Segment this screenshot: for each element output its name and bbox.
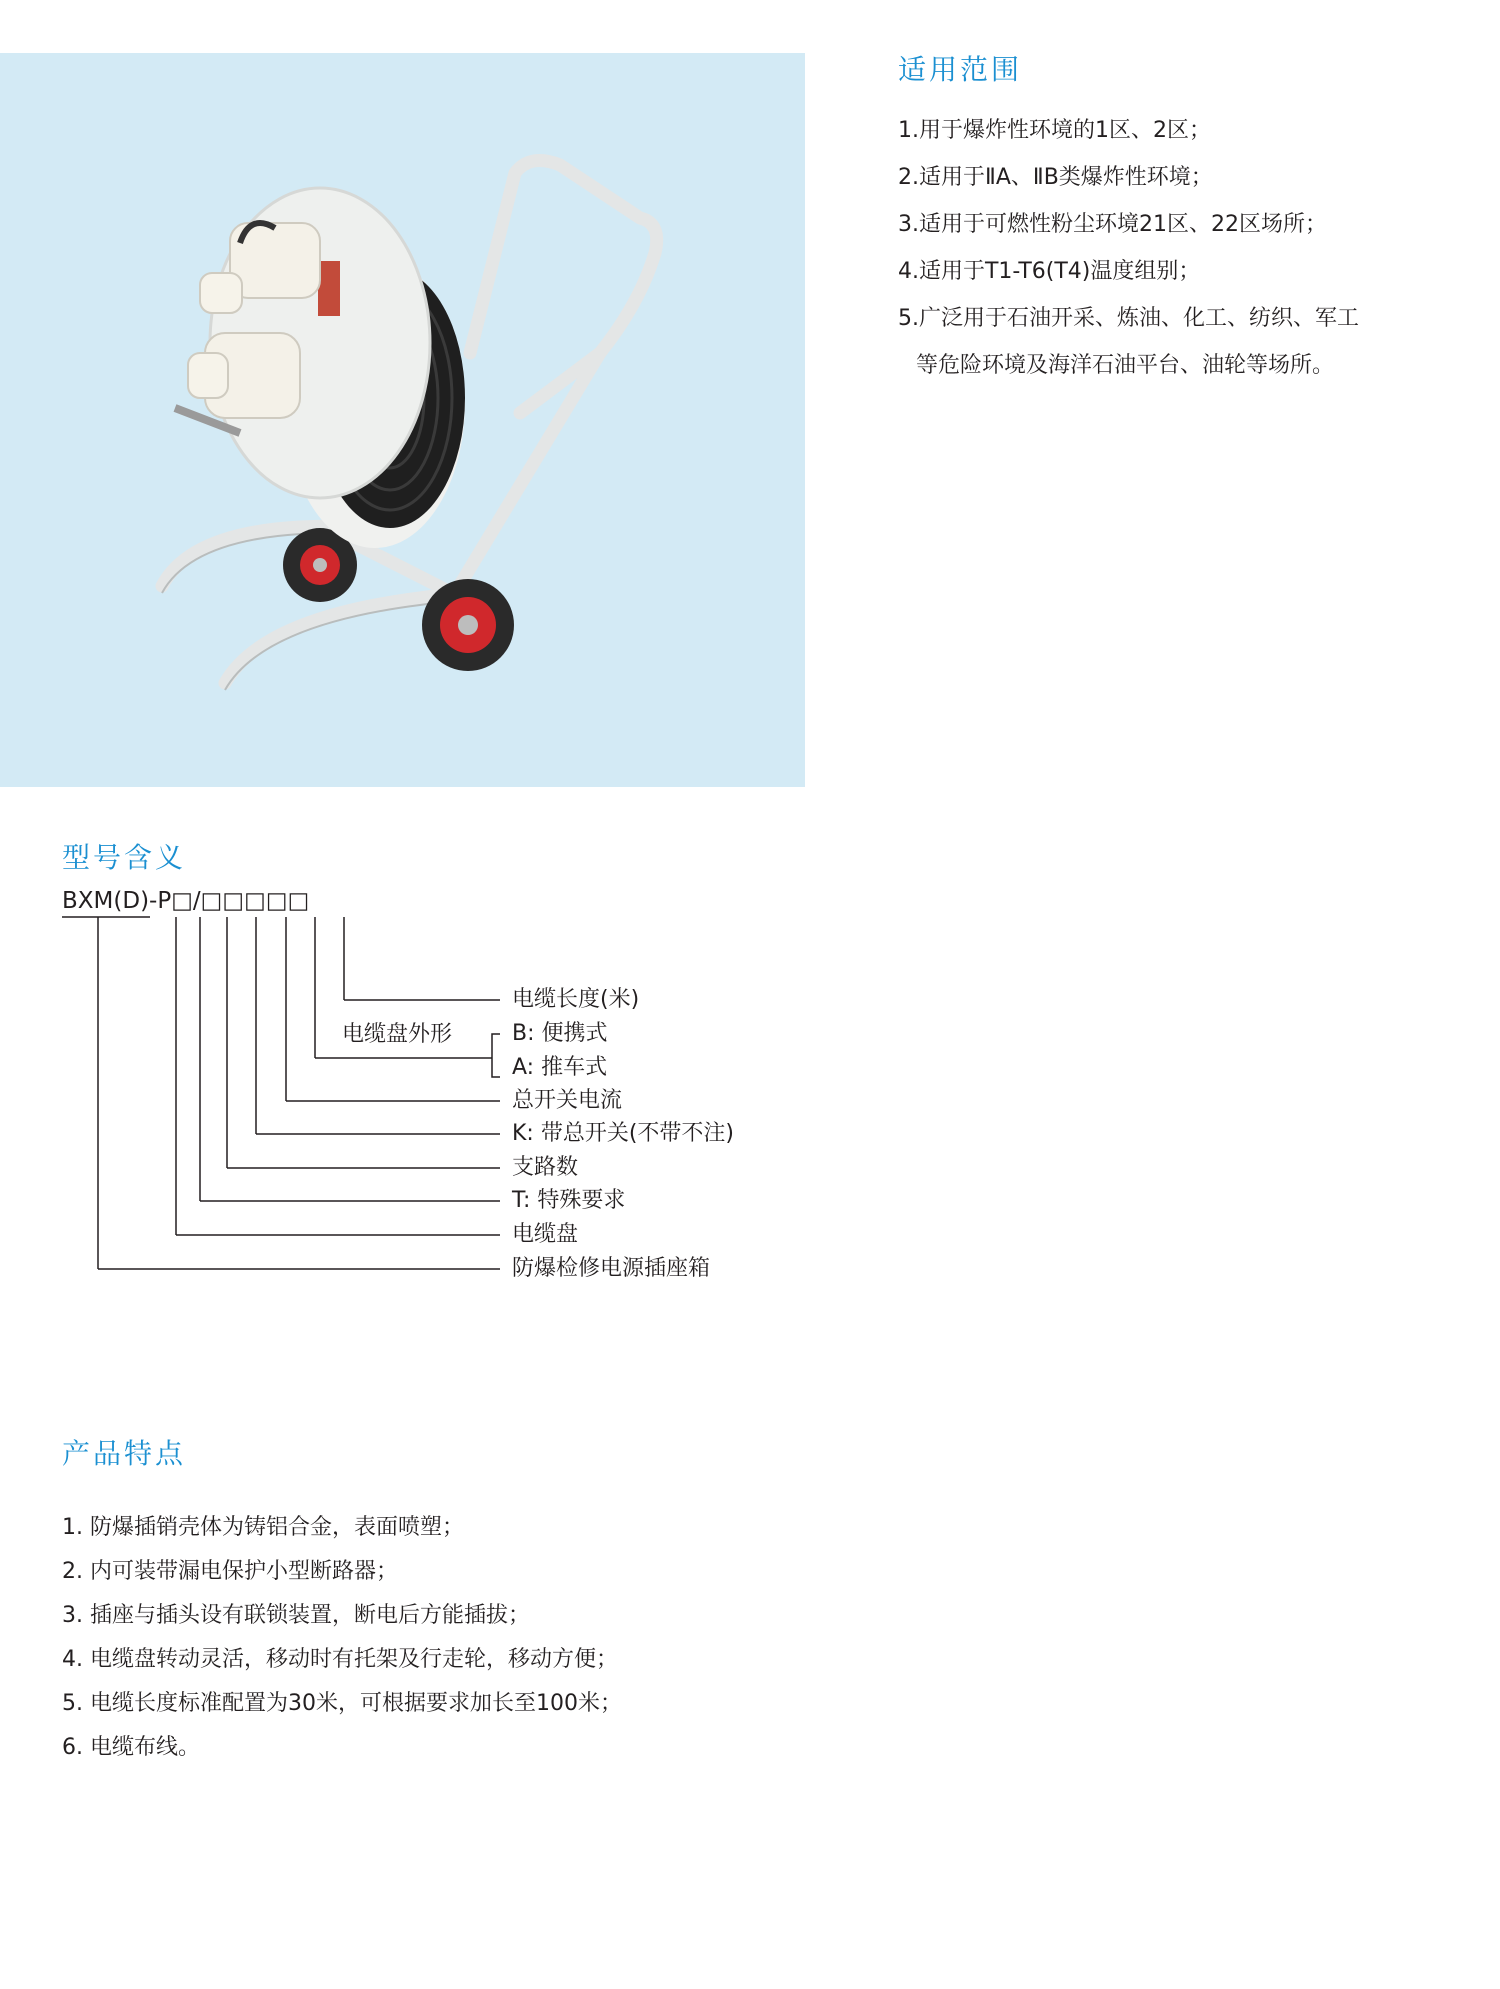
list-item: 4.适用于T1-T6(T4)温度组别； <box>898 259 1201 284</box>
model-code: BXM(D)-P□/□□□□□ <box>62 888 310 914</box>
label-cable-length: 电缆长度(米) <box>512 987 640 1012</box>
scope-title: 适用范围 <box>898 53 1023 86</box>
label-cable-reel: 电缆盘 <box>512 1222 579 1247</box>
list-item: 等危险环境及海洋石油平台、油轮等场所。 <box>916 353 1335 378</box>
list-item: 1.用于爆炸性环境的1区、2区； <box>898 118 1211 143</box>
label-trolley: A: 推车式 <box>512 1055 608 1080</box>
features-title: 产品特点 <box>62 1437 187 1470</box>
label-main-switch: K: 带总开关(不带不注) <box>512 1121 734 1146</box>
label-branch-count: 支路数 <box>512 1155 579 1180</box>
list-item: 4. 电缆盘转动灵活，移动时有托架及行走轮，移动方便； <box>62 1647 618 1672</box>
label-portable: B: 便携式 <box>512 1021 608 1046</box>
list-item: 3.适用于可燃性粉尘环境21区、22区场所； <box>898 212 1327 237</box>
label-socket-box: 防爆检修电源插座箱 <box>512 1256 711 1281</box>
list-item: 5. 电缆长度标准配置为30米，可根据要求加长至100米； <box>62 1691 622 1716</box>
label-main-switch-current: 总开关电流 <box>512 1088 623 1113</box>
features-list <box>62 1506 622 1770</box>
list-item: 6. 电缆布线。 <box>62 1735 200 1760</box>
list-item: 5.广泛用于石油开采、炼油、化工、纺织、军工 <box>898 306 1359 331</box>
label-special: T: 特殊要求 <box>512 1188 626 1213</box>
group-label: 电缆盘外形 <box>342 1022 453 1047</box>
list-item: 3. 插座与插头设有联锁装置，断电后方能插拔； <box>62 1603 530 1628</box>
list-item: 2. 内可装带漏电保护小型断路器； <box>62 1559 398 1584</box>
list-item: 2.适用于ⅡA、ⅡB类爆炸性环境； <box>898 165 1213 190</box>
model-title: 型号含义 <box>62 841 187 874</box>
list-item: 1. 防爆插销壳体为铸铝合金，表面喷塑； <box>62 1515 464 1540</box>
